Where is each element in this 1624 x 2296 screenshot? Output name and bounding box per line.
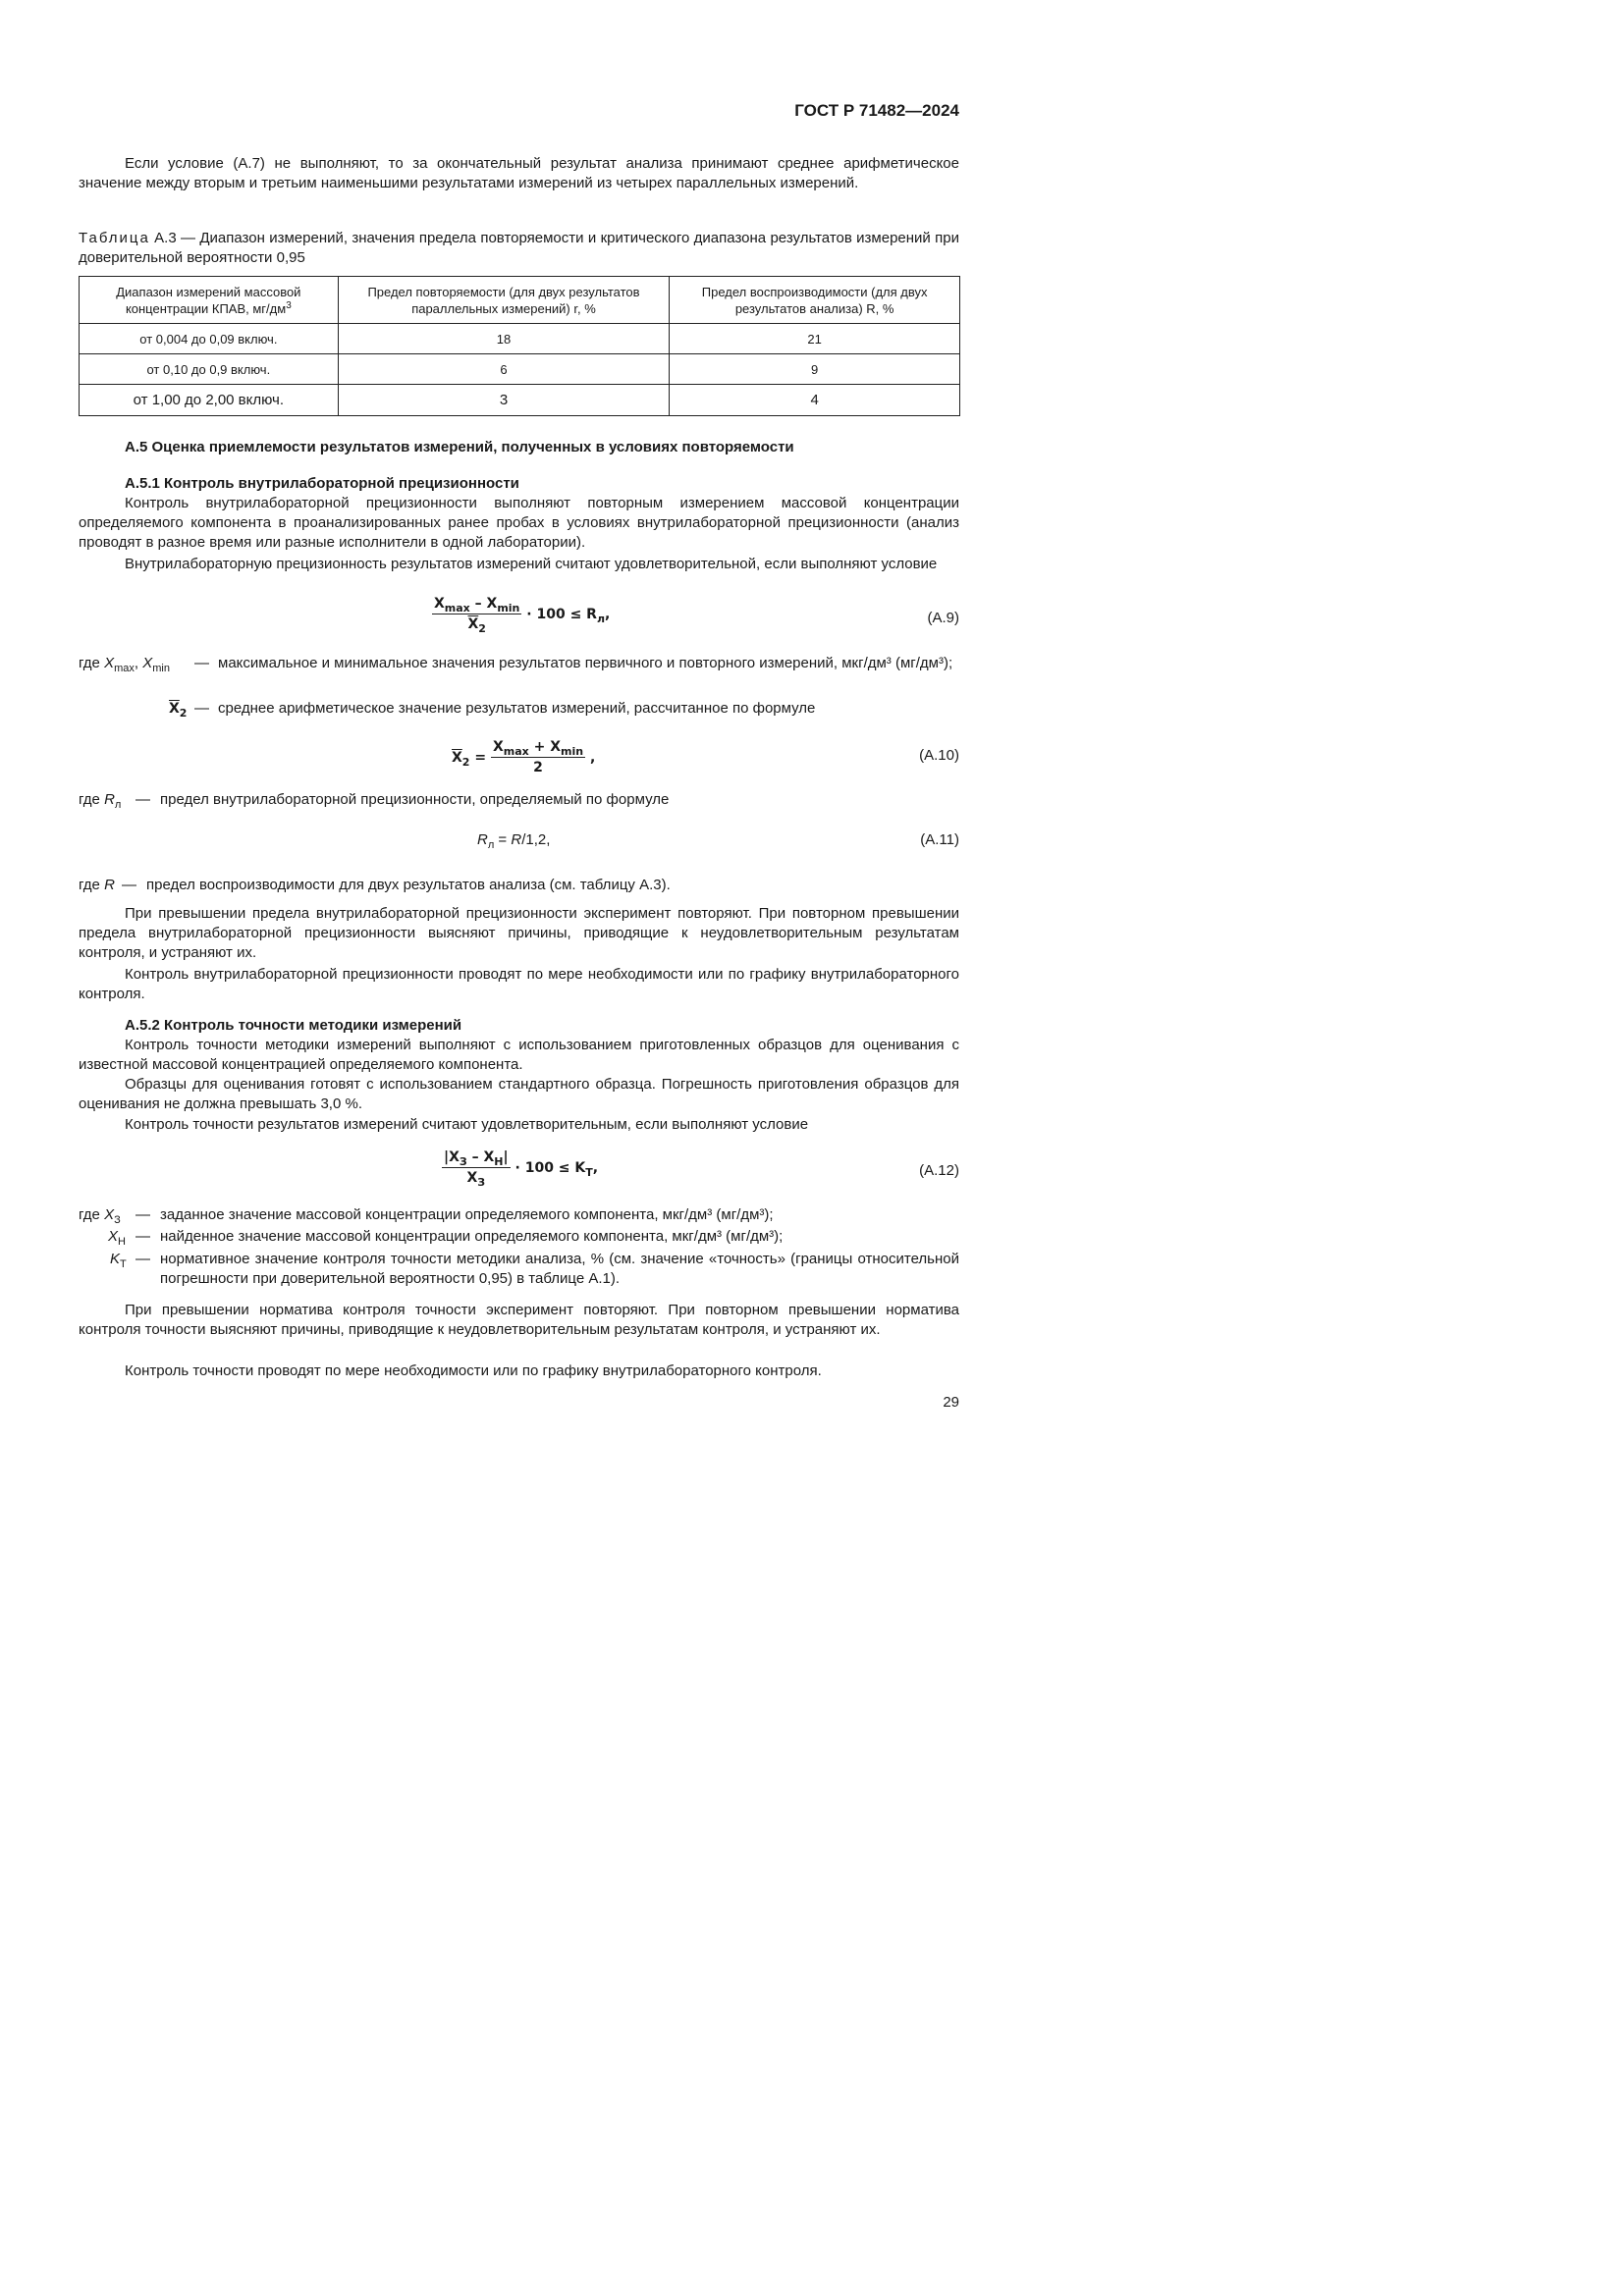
table-row	[80, 324, 960, 354]
gloss-dash: —	[135, 1228, 150, 1245]
section-a51-title: А.5.1 Контроль внутрилабораторной прецизионности	[125, 475, 519, 492]
gloss-kt-text: нормативное значение контроля точности методики анализа, % (см. значение «точность» (границы относительной погрешности при доверительной вероятности 0,95) в таблице А.1).	[160, 1251, 959, 1287]
equation-number-a12: (А.12)	[919, 1162, 959, 1179]
gloss-dash: —	[135, 1206, 150, 1223]
page-number: 29	[943, 1394, 959, 1411]
table-caption-text: А.3 — Диапазон измерений, значения предела повторяемости и критического диапазона результатов измерений при доверительной вероятности 0,95	[79, 230, 959, 266]
gloss-rl-text: предел внутрилабораторной прецизионности, определяемый по формуле	[160, 791, 670, 808]
gloss-xmax-text: максимальное и минимальное значения результатов первичного и повторного измерений, мкг/дм³ (мг/дм³);	[218, 655, 953, 671]
gloss-dash: —	[194, 655, 209, 671]
section-a52-p3: Контроль точности результатов измерений считают удовлетворительным, если выполняют условие	[125, 1116, 809, 1133]
gloss-symbol-x2: $\overline{X}_2$	[169, 701, 188, 720]
table-caption	[79, 229, 959, 268]
section-a51-p1: Контроль внутрилабораторной прецизионности выполняют повторным измерением массовой концентрации определяемого компонента в проанализированных ранее пробах в условиях внутрилабораторной прецизионности (анализ проводят в разное время или разные исполнители в одной лаборатории).	[79, 495, 959, 551]
section-a51-p4: Контроль внутрилабораторной прецизионности проводят по мере необходимости или по графику внутрилабораторного контроля.	[79, 966, 959, 1002]
section-a52-p5: Контроль точности проводят по мере необходимости или по графику внутрилабораторного контроля.	[125, 1362, 822, 1379]
document-id: ГОСТ Р 71482—2024	[794, 101, 959, 120]
formula-a12: $\frac{|X_З - X_Н|}{X_З}$ · $100 \le K_Т$,	[444, 1149, 599, 1189]
section-a51-p2: Внутрилабораторную прецизионность результатов измерений считают удовлетворительной, если выполняют условие	[125, 556, 938, 572]
gloss-x2-text: среднее арифметическое значение результатов измерений, рассчитанное по формуле	[218, 700, 816, 717]
table-header-range: Диапазон измерений массовой концентрации КПАВ, $мг/дм^3$	[80, 277, 339, 324]
table-cell: 3	[338, 385, 670, 416]
formula-a11: $R_л = R/1,2$,	[477, 831, 551, 851]
section-a51-p3: При превышении предела внутрилабораторной прецизионности эксперимент повторяют. При повторном превышении предела внутрилабораторной прецизионности выясняют причины, приводящие к неудовлетворительным результатам контроля, и устраняют их.	[79, 905, 959, 961]
section-a52-p2: Образцы для оценивания готовят с использованием стандартного образца. Погрешность приготовления образцов для оценивания не должна превышать 3,0 %.	[79, 1076, 959, 1112]
table-header-row	[80, 277, 960, 324]
equation-number-a11: (А.11)	[920, 831, 959, 848]
gloss-x3-text: заданное значение массовой концентрации определяемого компонента, мкг/дм³ (мг/дм³);	[160, 1206, 774, 1223]
intro-paragraph: Если условие (А.7) не выполняют, то за окончательный результат анализа принимают среднее арифметическое значение между вторым и третьим наименьшими результатами измерений из четырех параллельных измерений.	[79, 155, 959, 191]
gloss-symbol-rl: где $R_л$	[79, 791, 122, 811]
gloss-symbol-x3: где $X_З$	[79, 1206, 121, 1226]
table-row	[80, 385, 960, 416]
table-cell: от 0,10 до 0,9 включ.	[80, 354, 339, 385]
gloss-symbol-kt: $K_Т$	[110, 1251, 127, 1270]
gloss-r-text: предел воспроизводимости для двух результатов анализа (см. таблицу А.3).	[146, 877, 671, 893]
table-row	[80, 354, 960, 385]
table-cell: от 0,004 до 0,09 включ.	[80, 324, 339, 354]
section-a5-title: А.5 Оценка приемлемости результатов измерений, полученных в условиях повторяемости	[125, 439, 794, 455]
table-header-repeatability: Предел повторяемости (для двух результатов параллельных измерений) r, %	[338, 277, 670, 324]
section-a52-p4: При превышении норматива контроля точности эксперимент повторяют. При повторном превышении норматива контроля точности выясняют причины, приводящие к неудовлетворительным результатам контроля, и устраняют их.	[79, 1302, 959, 1338]
gloss-symbol-xh: $X_Н$	[108, 1228, 126, 1248]
gloss-symbol-xmax: где $X_{max}$, $X_{min}$	[79, 655, 170, 674]
table-cell: 21	[670, 324, 960, 354]
gloss-xh-text: найденное значение массовой концентрации определяемого компонента, мкг/дм³ (мг/дм³);	[160, 1228, 784, 1245]
table-cell: 6	[338, 354, 670, 385]
table-cell: 4	[670, 385, 960, 416]
gloss-dash: —	[135, 1251, 150, 1267]
gloss-dash: —	[122, 877, 136, 893]
section-a52-title: А.5.2 Контроль точности методики измерений	[125, 1017, 462, 1034]
gloss-dash: —	[135, 791, 150, 808]
formula-a10: $\overline{X}_2$ = $\frac{X_{max} + X_{min}}{2}$ ,	[452, 739, 596, 775]
measurement-table	[79, 276, 960, 416]
table-cell: 18	[338, 324, 670, 354]
equation-number-a10: (А.10)	[919, 747, 959, 764]
equation-number-a9: (А.9)	[927, 610, 959, 626]
section-a52-p1: Контроль точности методики измерений выполняют с использованием приготовленных образцов для оценивания с известной массовой концентрацией определяемого компонента.	[79, 1037, 959, 1073]
table-cell: от 1,00 до 2,00 включ.	[80, 385, 339, 416]
gloss-symbol-r: где R	[79, 877, 115, 893]
table-caption-prefix: Таблица	[79, 230, 150, 246]
table-header-reproducibility: Предел воспроизводимости (для двух результатов анализа) R, %	[670, 277, 960, 324]
table-cell: 9	[670, 354, 960, 385]
gloss-dash: —	[194, 700, 209, 717]
formula-a9: $\frac{X_{max} - X_{min}}{\overline{X}_2}$ · $100 \le R_л$,	[434, 596, 611, 635]
